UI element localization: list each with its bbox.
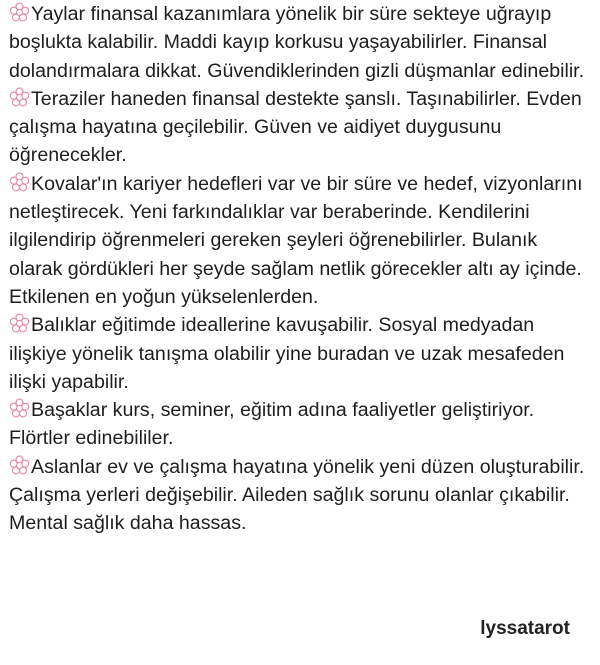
paragraph-text: Başaklar kurs, seminer, eğitim adına faaliyetler geliştiriyor. Flörtler edinebililer.: [9, 399, 535, 450]
flower-icon: [9, 313, 30, 334]
flower-icon: [9, 87, 30, 108]
paragraph-teraziler: [9, 85, 595, 170]
paragraph-text: Yaylar finansal kazanımlara yönelik bir süre sekteye uğrayıp boşlukta kalabilir. Maddi kayıp korkusu yaşayabilirler. Finansal dolandırmalara dikkat. Güvendiklerinden gizli düşmanlar edinebilir.: [9, 3, 585, 82]
author-signature: lyssatarot: [480, 618, 570, 639]
paragraph-kovalar: [9, 170, 595, 311]
paragraph-aslanlar: [9, 453, 595, 538]
paragraph-baliklar: [9, 311, 595, 396]
paragraph-text: Balıklar eğitimde ideallerine kavuşabilir. Sosyal medyadan ilişkiye yönelik tanışma olabilir yine buradan ve uzak mesafeden ilişki yapabilir.: [9, 314, 565, 393]
paragraph-basaklar: [9, 396, 595, 453]
paragraph-text: Kovalar'ın kariyer hedefleri var ve bir süre ve hedef, vizyonlarını netleştirecek. Yeni farkındalıklar var beraberinde. Kendilerini ilgilendirip öğrenmeleri gereken şeyleri öğrenebilirler. Bulanık olarak gördükleri her şeyde sağlam netlik görecekler altı ay içinde. Etkilenen en yoğun yükselenlerden.: [9, 172, 583, 308]
paragraph-text: Teraziler haneden finansal destekte şanslı. Taşınabilirler. Evden çalışma hayatına geçilebilir. Güven ve aidiyet duygusunu öğrenecekler.: [9, 87, 582, 167]
paragraph-text: Aslanlar ev ve çalışma hayatına yönelik yeni düzen oluşturabilir. Çalışma yerleri değişebilir. Aileden sağlık sorunu olanlar çıkabilir. Mental sağlık daha hassas.: [9, 455, 585, 535]
flower-icon: [9, 398, 30, 419]
post-body: [9, 0, 595, 538]
flower-icon: [9, 172, 30, 193]
flower-icon: [9, 455, 30, 476]
paragraph-yaylar: [9, 0, 595, 85]
flower-icon: [9, 2, 30, 23]
